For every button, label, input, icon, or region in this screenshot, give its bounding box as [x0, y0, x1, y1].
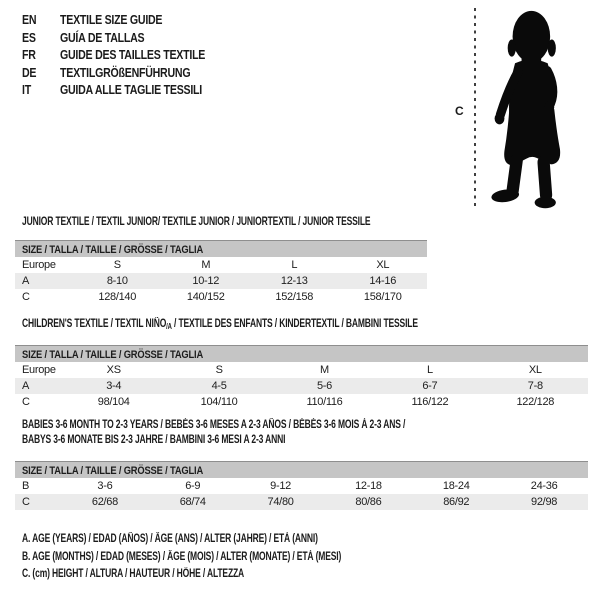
baby-silhouette: [484, 8, 582, 213]
junior-size-table: [15, 240, 427, 305]
junior-table: [15, 257, 427, 305]
age-cell: 5-6: [316, 380, 332, 392]
table-row: [15, 494, 588, 510]
language-code: ES: [22, 30, 36, 45]
language-title: GUÍA DE TALLAS: [60, 30, 145, 45]
age-cell: 6-7: [422, 380, 438, 392]
age-cell: 10-12: [192, 275, 220, 287]
age-cell: 3-4: [106, 380, 122, 392]
height-cell: 152/158: [275, 291, 314, 303]
language-title: GUIDE DES TAILLES TEXTILE: [60, 48, 206, 62]
language-row-it: [22, 83, 231, 101]
language-title: TEXTILE SIZE GUIDE: [60, 13, 163, 27]
children-table-title: [22, 318, 418, 331]
height-cell: 122/128: [516, 396, 555, 408]
height-cell: 68/74: [179, 496, 206, 508]
height-cell: 80/86: [355, 496, 382, 508]
children-size-table: [15, 345, 588, 410]
age-cell: 8-10: [106, 275, 128, 287]
language-title: TEXTILGRÖßENFÜHRUNG: [60, 65, 191, 80]
height-measure-label: C: [455, 104, 464, 118]
babies-table-title-line1: BABIES 3-6 MONTH TO 2-3 YEARS / BEBÉS 3-6 MESES A 2-3 AÑOS / BÉBÉS 3-6 MOIS À 2-3 ANS /: [22, 419, 406, 431]
children-table: [15, 362, 588, 410]
row-label: Europe: [22, 259, 56, 271]
children-title-rest: / TEXTILE DES ENFANTS / KINDERTEXTIL / BAMBINI TESSILE: [171, 318, 418, 330]
size-cell: M: [201, 259, 211, 271]
language-row-en: [22, 13, 231, 31]
table-row: [15, 289, 427, 305]
height-cell: 128/140: [98, 291, 137, 303]
age-cell: 14-16: [369, 275, 397, 287]
height-cell: 92/98: [531, 496, 558, 508]
row-label: C: [22, 396, 30, 408]
row-label: B: [22, 480, 30, 492]
size-header-label: SIZE / TALLA / TAILLE / GRÖSSE / TAGLIA: [22, 465, 204, 477]
footnote-c-height: C. (cm) HEIGHT / ALTURA / HAUTEUR / HÖHE / ALTEZZA: [22, 568, 245, 580]
height-cell: 140/152: [186, 291, 225, 303]
row-label: C: [22, 291, 30, 303]
age-cell: 4-5: [211, 380, 227, 392]
size-header-bar: [15, 240, 427, 257]
footnote-b-age-months: B. AGE (MONTHS) / EDAD (MESES) / ÂGE (MOIS) / ALTER (MONATE) / ETÀ (MESI): [22, 550, 342, 563]
language-code: IT: [22, 83, 31, 97]
age-cell: 7-8: [527, 380, 543, 392]
language-code: FR: [22, 48, 36, 62]
babies-table-title-line2: BABYS 3-6 MONATE BIS 2-3 JAHRE / BAMBINI 3-6 MESI A 2-3 ANNI: [22, 434, 286, 446]
size-cell: XS: [106, 364, 121, 376]
size-cell: L: [426, 364, 433, 376]
height-cell: 98/104: [97, 396, 130, 408]
babies-table: [15, 478, 588, 510]
babies-size-table: [15, 461, 588, 510]
row-label: C: [22, 496, 30, 508]
size-header-label: SIZE / TALLA / TAILLE / GRÖSSE / TAGLIA: [22, 244, 204, 256]
language-row-de: [22, 66, 231, 84]
table-row: [15, 478, 588, 494]
junior-table-title: JUNIOR TEXTILE / TEXTIL JUNIOR/ TEXTILE JUNIOR / JUNIORTEXTIL / JUNIOR TESSILE: [22, 216, 371, 228]
language-code: EN: [22, 13, 37, 27]
children-title-main: CHILDREN'S TEXTILE / TEXTIL NIÑO: [22, 318, 167, 330]
age-cell: 9-12: [270, 480, 291, 492]
legend-footnotes: [22, 533, 453, 586]
table-row: [15, 378, 588, 394]
age-cell: 18-24: [442, 480, 470, 492]
size-cell: S: [215, 364, 223, 376]
age-cell: 3-6: [97, 480, 113, 492]
size-header-bar: [15, 345, 588, 362]
language-row-es: [22, 31, 231, 49]
row-label: A: [22, 380, 30, 392]
language-title-list: [22, 13, 231, 101]
height-measure-dotted-line: [474, 8, 476, 206]
table-row: [15, 257, 427, 273]
size-cell: M: [320, 364, 329, 376]
height-cell: 62/68: [91, 496, 118, 508]
size-cell: L: [291, 259, 298, 271]
height-cell: 158/170: [363, 291, 402, 303]
size-header-bar: [15, 461, 588, 478]
height-cell: 86/92: [443, 496, 470, 508]
age-cell: 12-13: [280, 275, 308, 287]
size-cell: S: [113, 259, 121, 271]
row-label: A: [22, 275, 30, 287]
children-title-sub: /A: [166, 322, 172, 331]
height-cell: 110/116: [306, 396, 343, 408]
row-label: Europe: [22, 364, 56, 376]
language-title: GUIDA ALLE TAGLIE TESSILI: [60, 83, 202, 97]
height-cell: 104/110: [200, 396, 238, 408]
language-row-fr: [22, 48, 231, 66]
age-cell: 24-36: [530, 480, 558, 492]
size-cell: XL: [528, 364, 542, 376]
size-cell: XL: [376, 259, 390, 271]
height-cell: 116/122: [411, 396, 449, 408]
age-cell: 12-18: [355, 480, 382, 492]
table-row: [15, 362, 588, 378]
age-cell: 6-9: [185, 480, 201, 492]
footnote-a-age-years: A. AGE (YEARS) / EDAD (AÑOS) / ÂGE (ANS) / ALTER (JAHRE) / ETÀ (ANNI): [22, 533, 318, 545]
table-row: [15, 273, 427, 289]
height-cell: 74/80: [267, 496, 294, 508]
language-code: DE: [22, 65, 37, 80]
table-row: [15, 394, 588, 410]
size-header-label: SIZE / TALLA / TAILLE / GRÖSSE / TAGLIA: [22, 349, 204, 361]
